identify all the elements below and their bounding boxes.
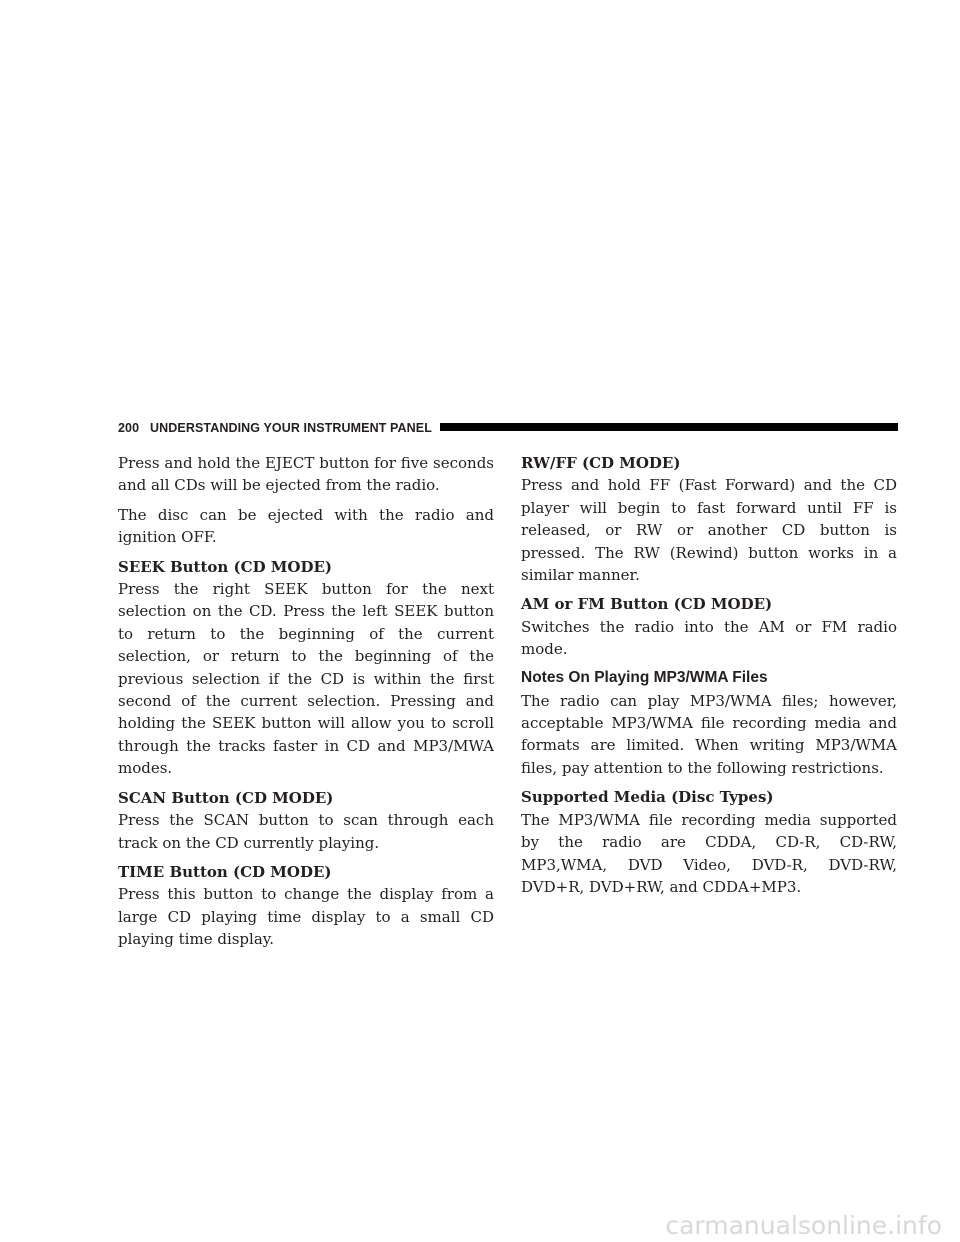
header-rule: [440, 423, 898, 431]
notes-heading: Notes On Playing MP3/WMA Files: [521, 668, 768, 686]
eject-ignition-paragraph: The disc can be ejected with the radio and ignition OFF.: [118, 505, 494, 547]
page-header: [118, 419, 898, 441]
media-paragraph: The MP3/WMA file recording media supported by the radio are CDDA, CD-R, CD-RW, MP3,WMA, DVD Video, DVD-R, DVD-RW, DVD+R, DVD+RW, and CDDA+MP3.: [521, 810, 897, 896]
time-heading: TIME Button (CD MODE): [118, 862, 332, 881]
notes-paragraph: The radio can play MP3/WMA files; however, acceptable MP3/WMA file recording media and formats are limited. When writing MP3/WMA files, pay attention to the following restrictions.: [521, 691, 897, 777]
time-paragraph: Press this button to change the display from a large CD playing time display to a small CD playing time display.: [118, 885, 494, 949]
rwff-heading: RW/FF (CD MODE): [521, 454, 681, 472]
media-heading: Supported Media (Disc Types): [521, 788, 774, 807]
left-column: [118, 452, 494, 958]
seek-paragraph: Press the right SEEK button for the next selection on the CD. Press the left SEEK button to return to the beginning of the current selection, or return to the beginning of the previous selection if the CD is within the first second of the current selection. Pressing and holding the SEEK button will allow you to scroll through the tracks faster in CD and MP3/MWA modes.: [118, 580, 494, 778]
eject-all-paragraph: Press and hold the EJECT button for five seconds and all CDs will be ejected from the radio.: [118, 454, 494, 495]
running-title: UNDERSTANDING YOUR INSTRUMENT PANEL: [150, 421, 432, 435]
right-column: [521, 452, 897, 905]
amfm-paragraph: Switches the radio into the AM or FM radio mode.: [521, 617, 897, 659]
amfm-heading: AM or FM Button (CD MODE): [521, 595, 773, 614]
seek-heading: SEEK Button (CD MODE): [118, 557, 333, 576]
scan-heading: SCAN Button (CD MODE): [118, 788, 334, 807]
page-number: 200: [118, 421, 140, 435]
watermark: carmanualsonline.info: [665, 1211, 942, 1240]
rwff-paragraph: Press and hold FF (Fast Forward) and the CD player will begin to fast forward until FF is released, or RW or another CD button is pressed. The RW (Rewind) button works in a similar manner.: [521, 476, 897, 585]
scan-paragraph: Press the SCAN button to scan through each track on the CD currently playing.: [118, 811, 494, 852]
